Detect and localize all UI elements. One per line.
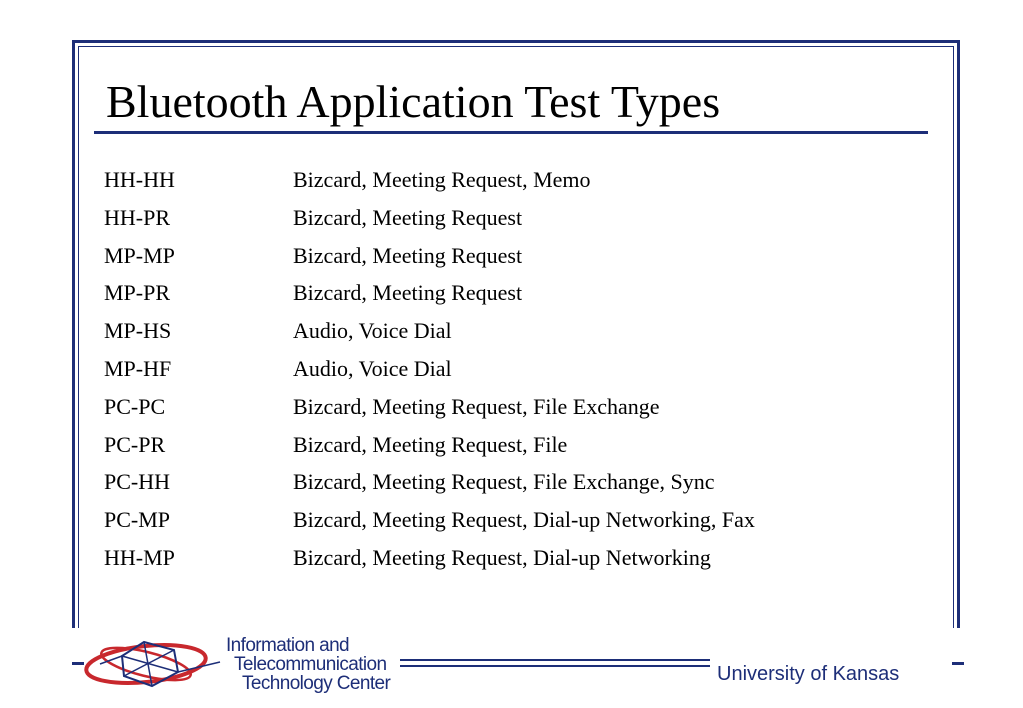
ittc-globe-logo-icon (82, 632, 230, 694)
test-types: Bizcard, Meeting Request, Dial-up Networking, Fax (293, 507, 755, 533)
footer-rule-top (400, 659, 710, 661)
device-pair: MP-MP (104, 242, 175, 268)
device-pair: MP-PR (104, 280, 171, 306)
test-types: Bizcard, Meeting Request, Memo (293, 167, 591, 192)
test-types: Bizcard, Meeting Request (293, 204, 523, 230)
device-pair: PC-PR (104, 431, 166, 457)
test-types: Bizcard, Meeting Request, File (293, 431, 568, 457)
logo-line-3: Technology Center (242, 673, 391, 694)
ittc-logo-text (226, 636, 390, 693)
test-types: Audio, Voice Dial (293, 318, 452, 344)
device-pair: MP-HS (104, 318, 172, 344)
test-types: Bizcard, Meeting Request, File Exchange (293, 393, 660, 419)
test-types: Bizcard, Meeting Request (293, 280, 523, 306)
test-types: Bizcard, Meeting Request, Dial-up Networking (293, 544, 711, 570)
device-pair: PC-PC (104, 393, 166, 419)
device-pair: HH-MP (104, 544, 175, 570)
logo-line-1: Information and (226, 635, 350, 656)
test-types: Bizcard, Meeting Request, File Exchange, Sync (293, 469, 715, 495)
test-types: Bizcard, Meeting Request (293, 242, 523, 268)
footer-rule-right (952, 662, 964, 665)
device-pair: HH-HH (104, 167, 175, 192)
device-pair: HH-PR (104, 204, 171, 230)
university-name: University of Kansas (717, 663, 900, 685)
footer-rule-bottom (400, 665, 710, 667)
slide-title: Bluetooth Application Test Types (106, 76, 721, 127)
title-underline (94, 131, 928, 134)
logo-line-2: Telecommunication (234, 654, 387, 675)
test-types: Audio, Voice Dial (293, 355, 452, 381)
device-pair: PC-MP (104, 507, 171, 533)
device-pair: MP-HF (104, 355, 172, 381)
device-pair: PC-HH (104, 469, 171, 495)
